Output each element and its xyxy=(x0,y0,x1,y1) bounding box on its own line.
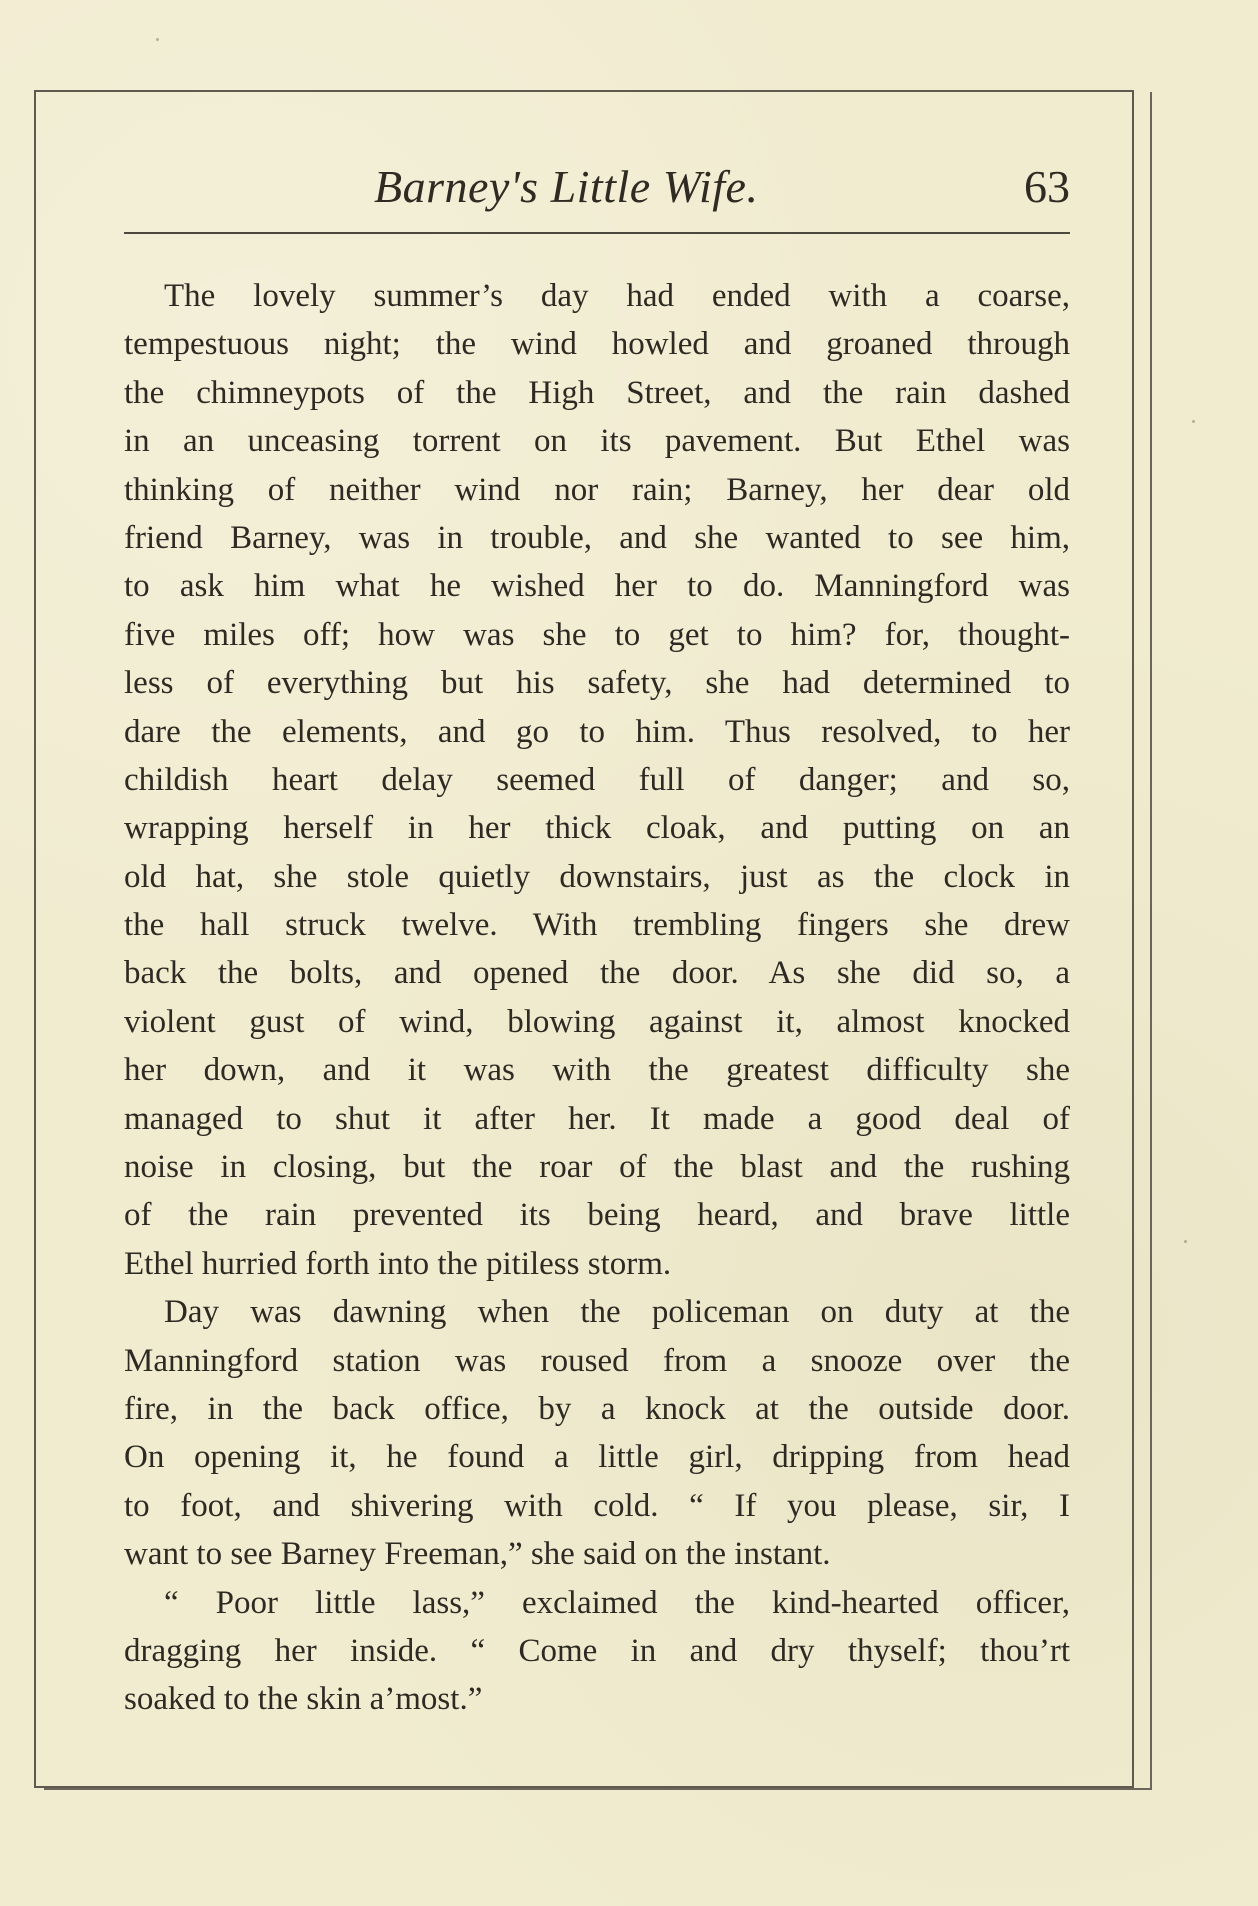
text-line: the hall struck twelve. With trembling fingers she drew xyxy=(124,907,1070,944)
paragraph-3 xyxy=(124,1579,1070,1724)
page-header xyxy=(124,160,1070,222)
text-line: Day was dawning when the policeman on duty at the xyxy=(164,1294,1070,1331)
paper-speck xyxy=(156,38,159,41)
text-line: Ethel hurried forth into the pitiless storm. xyxy=(124,1245,672,1282)
text-line: dare the elements, and go to him. Thus resolved, to her xyxy=(124,713,1070,750)
text-line: soaked to the skin a’most.” xyxy=(124,1681,483,1718)
text-line: less of everything but his safety, she had determined to xyxy=(124,665,1070,702)
text-line: friend Barney, was in trouble, and she wanted to see him, xyxy=(124,519,1070,556)
frame-bottom-shadow-line xyxy=(44,1788,1152,1790)
page-body xyxy=(124,272,1070,1724)
text-line: wrapping herself in her thick cloak, and putting on an xyxy=(124,810,1070,847)
paper-speck xyxy=(1184,1240,1187,1243)
text-line: her down, and it was with the greatest difficulty she xyxy=(124,1052,1070,1089)
text-line: “ Poor little lass,” exclaimed the kind-hearted officer, xyxy=(164,1584,1070,1621)
text-line: dragging her inside. “ Come in and dry thyself; thou’rt xyxy=(124,1632,1070,1669)
text-line: back the bolts, and opened the door. As she did so, a xyxy=(124,955,1070,992)
text-line: fire, in the back office, by a knock at the outside door. xyxy=(124,1390,1070,1427)
text-line: On opening it, he found a little girl, dripping from head xyxy=(124,1439,1070,1476)
text-line: tempestuous night; the wind howled and groaned through xyxy=(124,326,1070,363)
text-line: want to see Barney Freeman,” she said on the instant. xyxy=(124,1536,831,1573)
text-line: The lovely summer’s day had ended with a coarse, xyxy=(164,278,1070,314)
text-line: the chimneypots of the High Street, and the rain dashed xyxy=(124,374,1070,411)
text-line: Manningford station was roused from a snooze over the xyxy=(124,1342,1070,1379)
text-line: in an unceasing torrent on its pavement. But Ethel was xyxy=(124,423,1070,460)
text-line: violent gust of wind, blowing against it, almost knocked xyxy=(124,1003,1070,1040)
paper-speck xyxy=(1192,420,1195,423)
text-line: of the rain prevented its being heard, and brave little xyxy=(124,1197,1070,1234)
text-line: to foot, and shivering with cold. “ If you please, sir, I xyxy=(124,1487,1070,1524)
text-line: thinking of neither wind nor rain; Barney, her dear old xyxy=(124,471,1070,508)
text-line: childish heart delay seemed full of danger; and so, xyxy=(124,761,1070,798)
text-line: noise in closing, but the roar of the blast and the rushing xyxy=(124,1149,1070,1186)
text-line: managed to shut it after her. It made a good deal of xyxy=(124,1100,1070,1137)
frame-right-shadow-line xyxy=(1150,92,1152,1788)
text-line: to ask him what he wished her to do. Manningford was xyxy=(124,568,1070,605)
paragraph-1 xyxy=(124,272,1070,1288)
running-title: Barney's Little Wife. xyxy=(374,161,759,212)
text-line: old hat, she stole quietly downstairs, just as the clock in xyxy=(124,858,1070,895)
text-line: five miles off; how was she to get to him? for, thought- xyxy=(124,616,1070,653)
page-number: 63 xyxy=(1024,161,1070,212)
paragraph-2 xyxy=(124,1288,1070,1578)
header-rule xyxy=(124,232,1070,234)
